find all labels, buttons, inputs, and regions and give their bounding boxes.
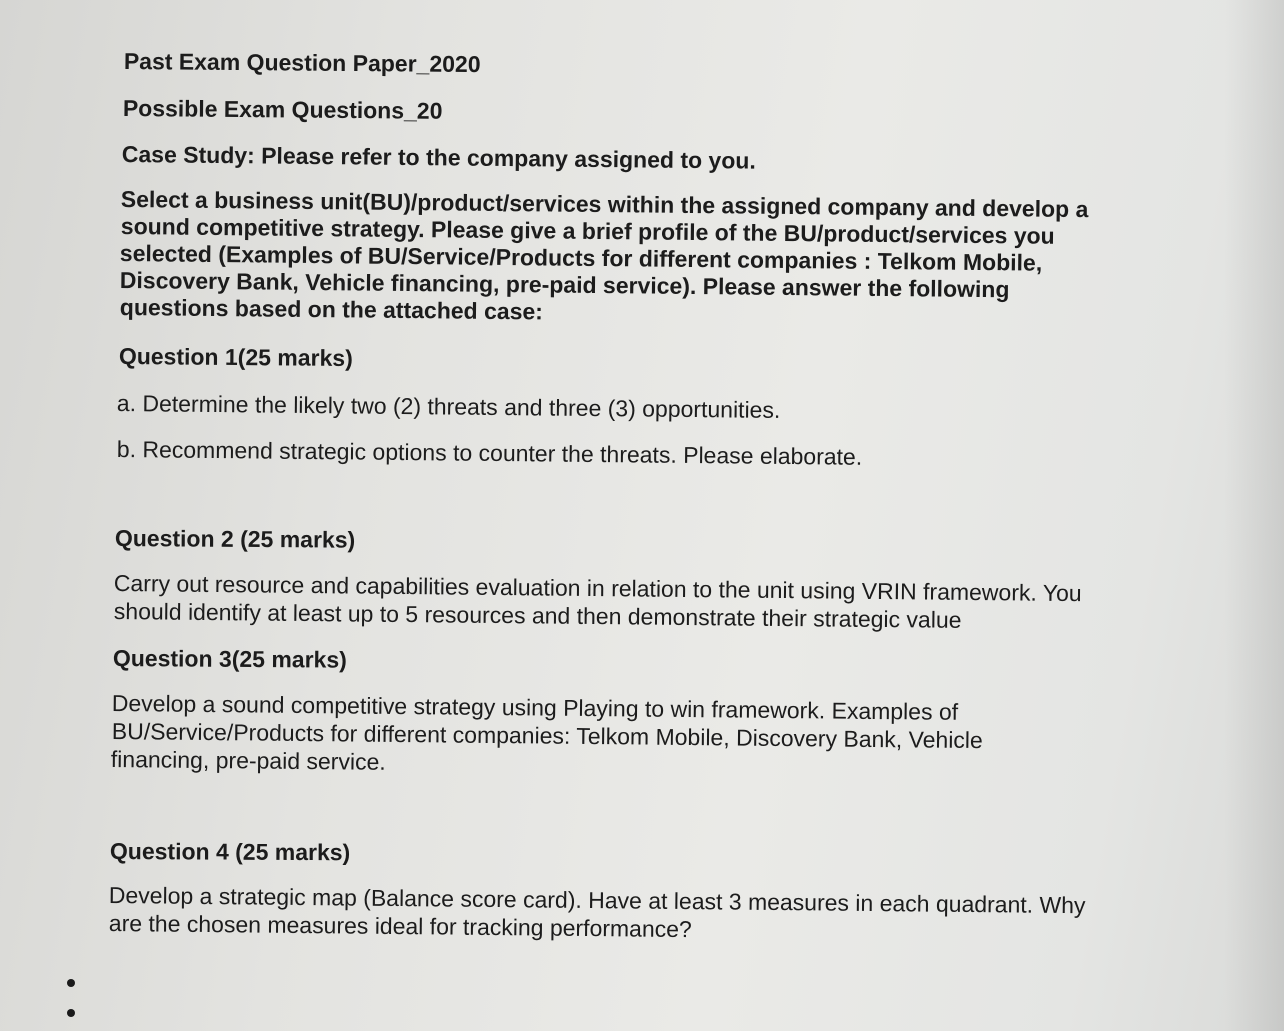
question-4-heading: Question 4 (25 marks)	[109, 838, 351, 866]
title-possible-questions: Possible Exam Questions_20	[122, 95, 443, 124]
case-study-line: Case Study: Please refer to the company assigned to you.	[121, 141, 756, 174]
title-past-exam: Past Exam Question Paper_2020	[123, 48, 481, 78]
question-3-line-2: BU/Service/Products for different companies: Telkom Mobile, Discovery Bank, Vehicle	[111, 718, 983, 754]
question-3-heading: Question 3(25 marks)	[112, 645, 347, 673]
question-3-line-1: Develop a sound competitive strategy using Playing to win framework. Examples of	[111, 690, 959, 725]
question-1-part-b: b. Recommend strategic options to counter the threats. Please elaborate.	[116, 436, 863, 470]
instructions-line-4: Discovery Bank, Vehicle financing, pre-paid service). Please answer the following	[119, 267, 1010, 303]
question-2-line-2: should identify at least up to 5 resources and then demonstrate their strategic value	[113, 598, 962, 633]
instructions-line-5: questions based on the attached case:	[119, 294, 544, 325]
instructions-line-2: sound competitive strategy. Please give a brief profile of the BU/product/services you	[120, 213, 1055, 249]
instructions-line-3: selected (Examples of BU/Service/Products for different companies : Telkom Mobile,	[119, 240, 1043, 276]
question-1-heading: Question 1(25 marks)	[118, 343, 353, 372]
question-1-part-a: a. Determine the likely two (2) threats and three (3) opportunities.	[116, 390, 781, 423]
instructions-line-1: Select a business unit(BU)/product/services within the assigned company and develop a	[120, 186, 1089, 223]
question-3-line-3: financing, pre-paid service.	[110, 746, 386, 775]
bullet-dot-1	[67, 979, 75, 987]
question-4-line-2: are the chosen measures ideal for tracking performance?	[108, 910, 692, 943]
page-edge-shadow	[1224, 0, 1284, 1031]
bullet-dot-2	[67, 1009, 75, 1017]
question-4-line-1: Develop a strategic map (Balance score card). Have at least 3 measures in each quadrant. Why	[108, 882, 1086, 919]
question-2-heading: Question 2 (25 marks)	[114, 525, 356, 553]
question-2-line-1: Carry out resource and capabilities evaluation in relation to the unit using VRIN framework. You	[113, 570, 1082, 607]
